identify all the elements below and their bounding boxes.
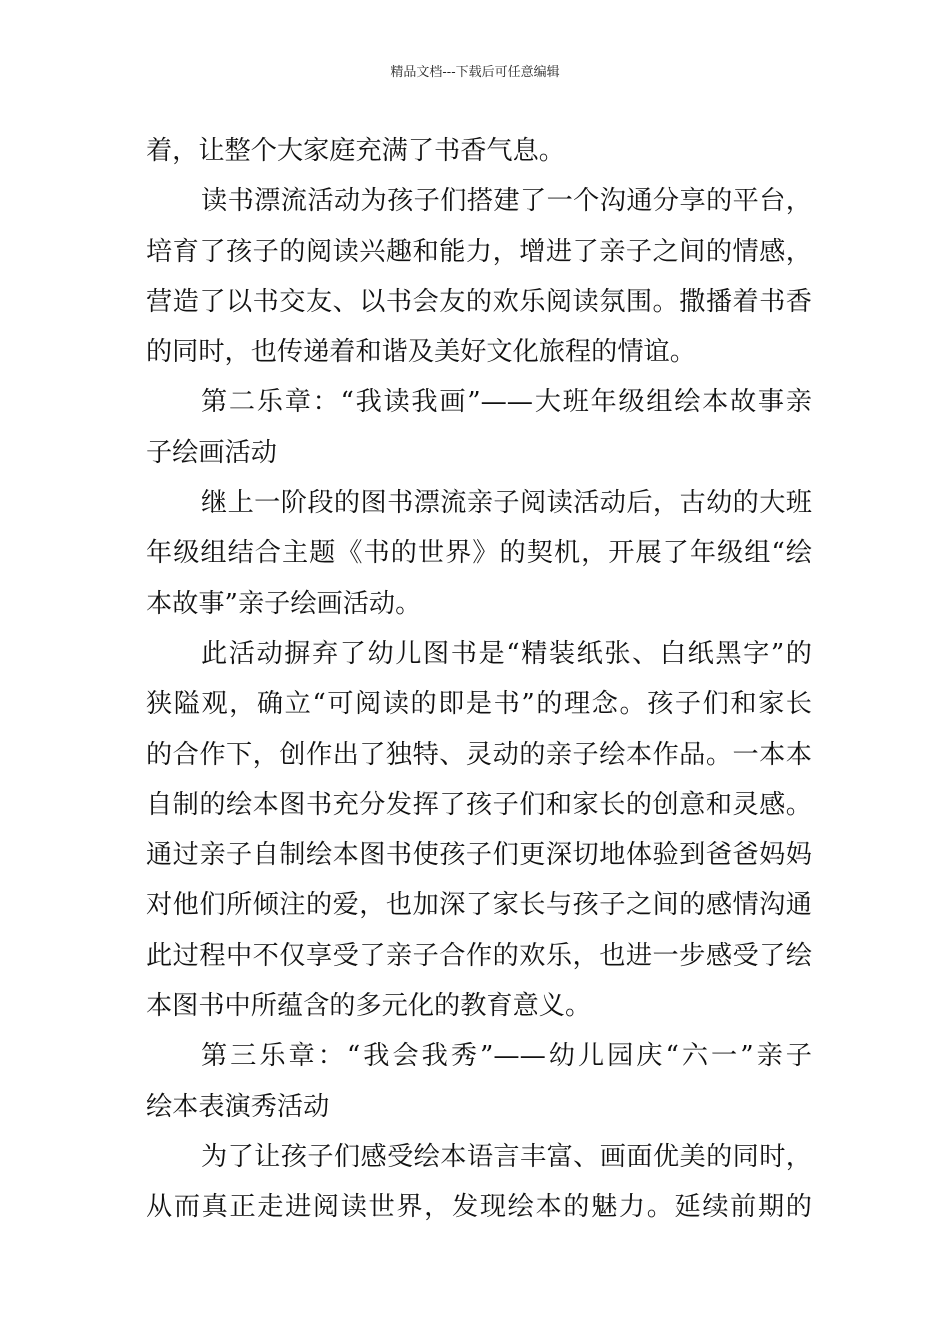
text-line: 的合作下，创作出了独特、灵动的亲子绘本作品。一本本 — [146, 739, 812, 770]
text-line: 从而真正走进阅读世界，发现绘本的魅力。延续前期的 — [146, 1192, 812, 1223]
text-line: 此活动摒弃了幼儿图书是“精装纸张、白纸黑字”的 — [201, 638, 812, 669]
text-line: 营造了以书交友、以书会友的欢乐阅读氛围。撒播着书香 — [146, 286, 812, 317]
text-line: 读书漂流活动为孩子们搭建了一个沟通分享的平台， — [201, 186, 812, 217]
text-line: 第三乐章：“我会我秀”——幼儿园庆“六一”亲子 — [201, 1041, 812, 1072]
document-body — [146, 126, 812, 1233]
text-line: 培育了孩子的阅读兴趣和能力，增进了亲子之间的情感， — [146, 236, 812, 267]
text-line: 着，让整个大家庭充满了书香气息。 — [146, 136, 565, 166]
text-line: 继上一阶段的图书漂流亲子阅读活动后，古幼的大班 — [201, 488, 812, 519]
text-line: 本故事”亲子绘画活动。 — [146, 588, 422, 619]
text-line: 绘本表演秀活动 — [146, 1091, 330, 1122]
text-line: 年级组结合主题《书的世界》的契机，开展了年级组“绘 — [146, 538, 812, 569]
text-line: 第二乐章：“我读我画”——大班年级组绘本故事亲 — [201, 387, 812, 418]
text-line: 狭隘观，确立“可阅读的即是书”的理念。孩子们和家长 — [146, 689, 812, 720]
text-line: 本图书中所蕴含的多元化的教育意义。 — [146, 991, 592, 1022]
text-line: 通过亲子自制绘本图书使孩子们更深切地体验到爸爸妈妈 — [146, 840, 812, 871]
text-line: 为了让孩子们感受绘本语言丰富、画面优美的同时， — [201, 1141, 812, 1172]
text-line: 对他们所倾注的爱，也加深了家长与孩子之间的感情沟通 — [146, 890, 812, 921]
text-line: 自制的绘本图书充分发挥了孩子们和家长的创意和灵感。 — [146, 789, 812, 820]
text-line: 此过程中不仅享受了亲子合作的欢乐，也进一步感受了绘 — [146, 940, 812, 971]
text-line: 子绘画活动 — [146, 437, 277, 468]
text-line: 的同时，也传递着和谐及美好文化旅程的情谊。 — [146, 337, 696, 368]
page-header: 精品文档---下载后可任意编辑 — [390, 65, 560, 80]
